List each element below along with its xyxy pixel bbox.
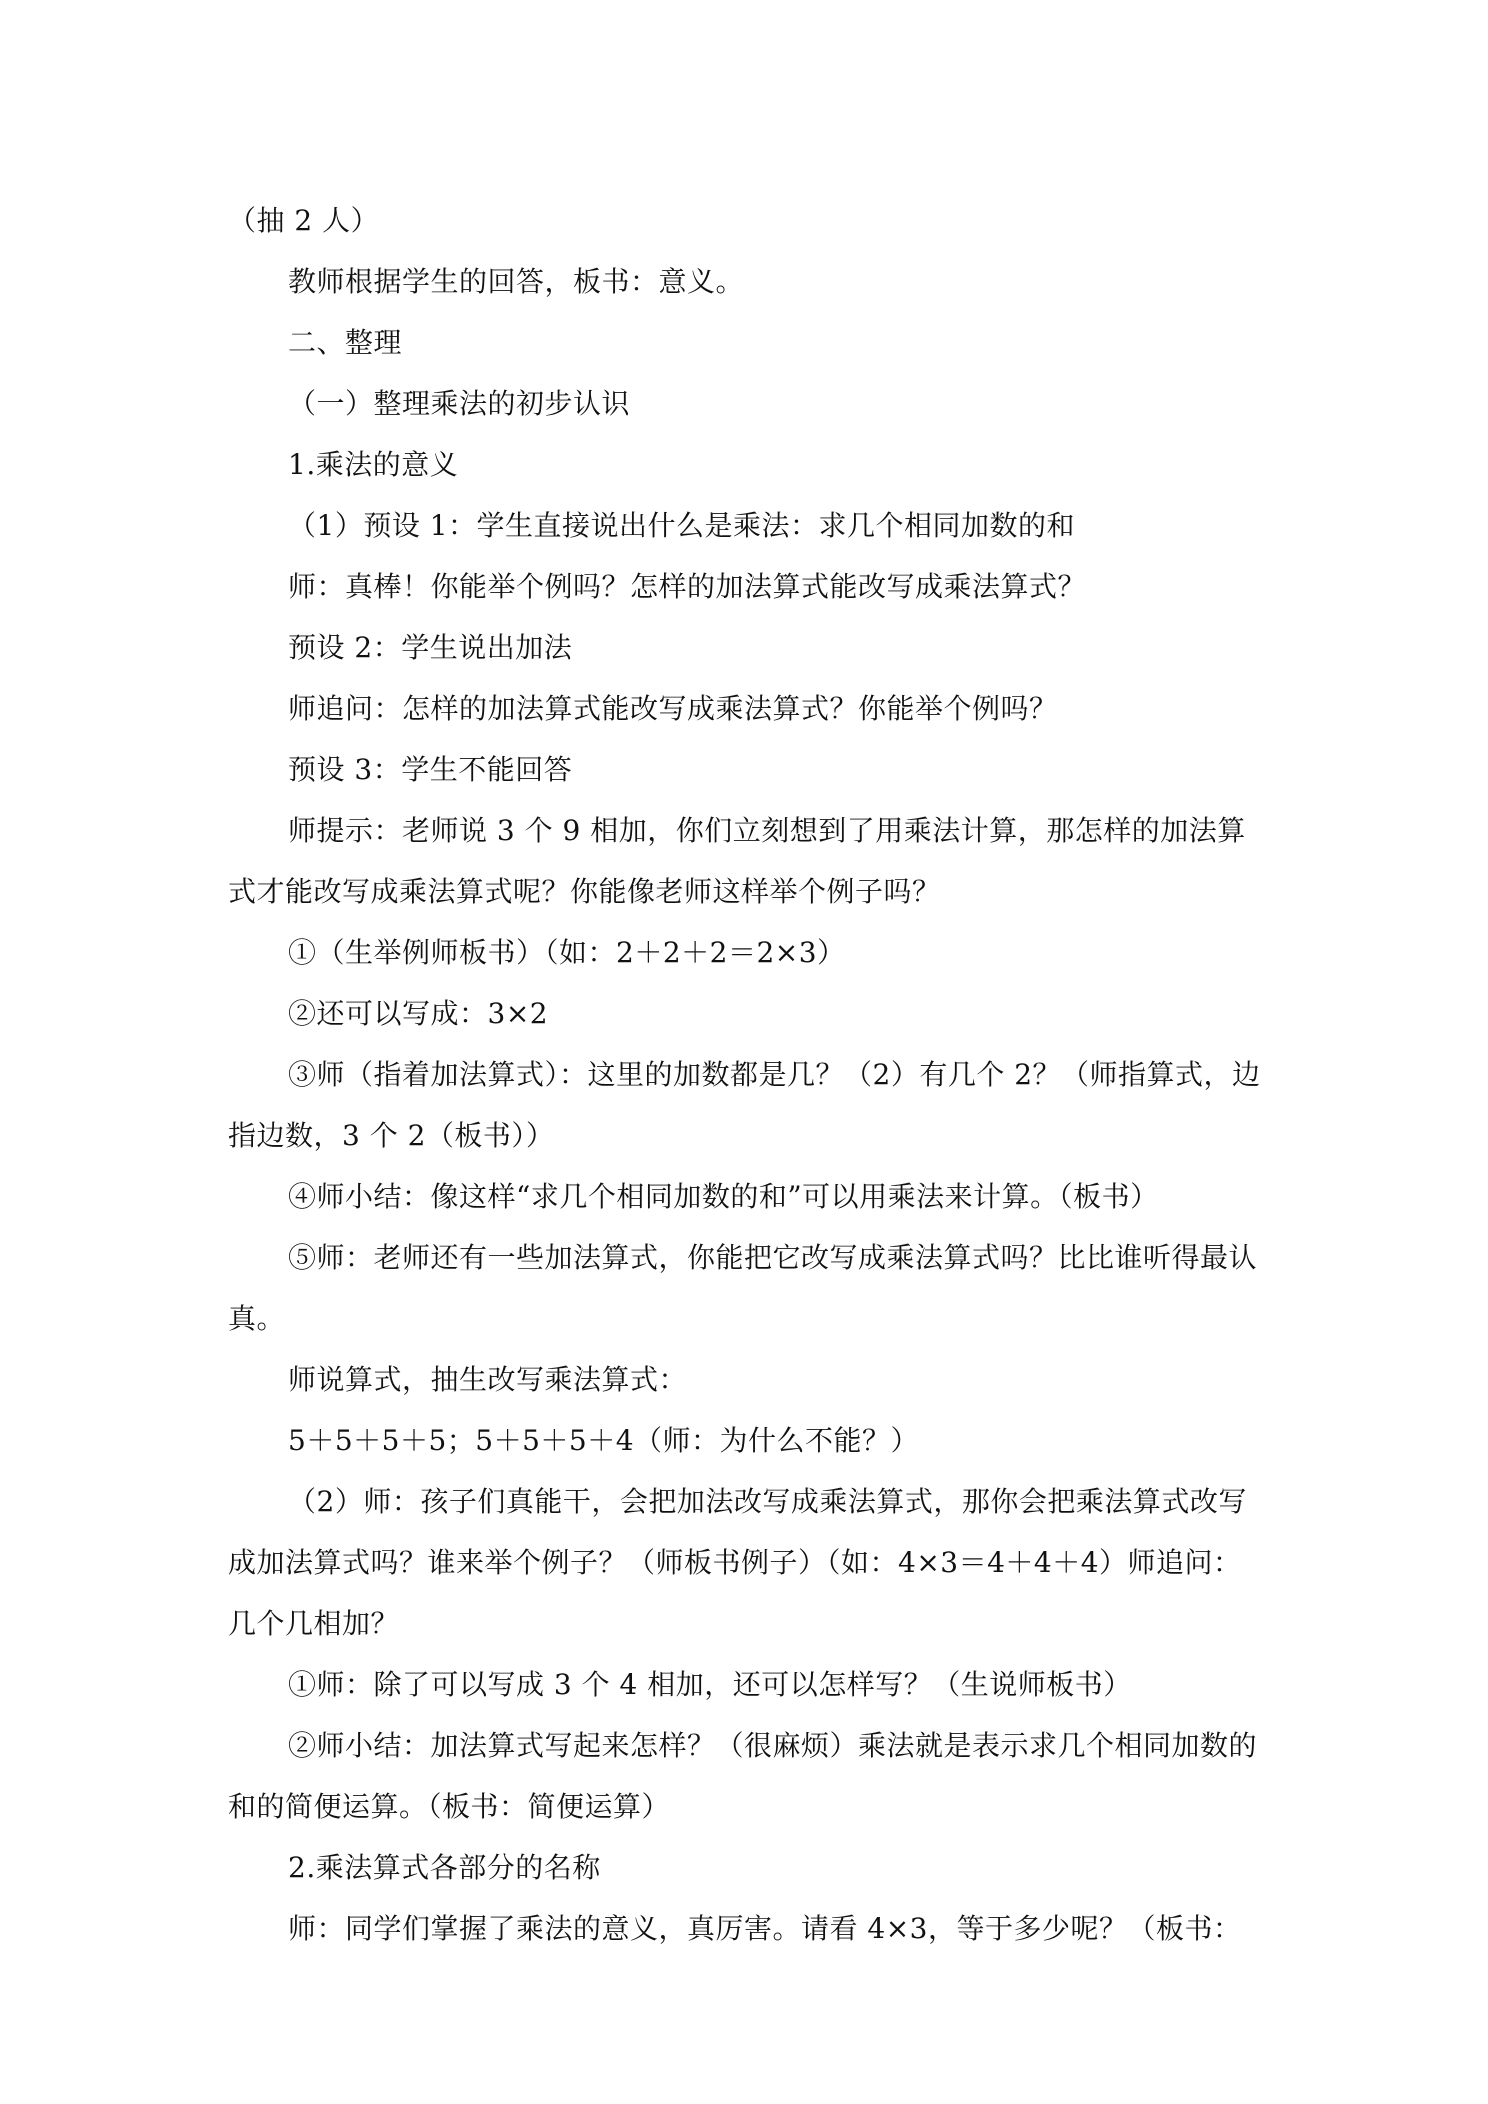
paragraph-item-5: ⑤师：老师还有一些加法算式，你能把它改写成乘法算式吗？比比谁听得最认真。 bbox=[228, 1241, 1258, 1335]
paragraph-part-2-item-2: ②师小结：加法算式写起来怎样？（很麻烦）乘法就是表示求几个相同加数的和的简便运算。（板书：简便运算） bbox=[228, 1729, 1258, 1823]
paragraph-draw-two: （抽 2 人） bbox=[228, 204, 380, 237]
section-heading-organize: 二、整理 bbox=[288, 326, 403, 359]
paragraph-teacher-says-expression: 师说算式，抽生改写乘法算式： bbox=[288, 1363, 688, 1396]
paragraph-item-3: ③师（指着加法算式）：这里的加数都是几？（2）有几个 2？（师指算式，边指边数，3 个 2（板书）） bbox=[228, 1058, 1261, 1152]
heading-parts-of-multiplication: 2.乘法算式各部分的名称 bbox=[288, 1851, 601, 1884]
paragraph-teacher-asks-product: 师：同学们掌握了乘法的意义，真厉害。请看 4×3，等于多少呢？（板书： bbox=[288, 1912, 1242, 1945]
paragraph-teacher-follow-up: 师追问：怎样的加法算式能改写成乘法算式？你能举个例吗？ bbox=[288, 692, 1058, 725]
paragraph-part-2-item-1: ①师：除了可以写成 3 个 4 相加，还可以怎样写？（生说师板书） bbox=[288, 1668, 1132, 1701]
paragraph-teacher-board-meaning: 教师根据学生的回答，板书：意义。 bbox=[288, 265, 745, 298]
paragraph-preset-3: 预设 3：学生不能回答 bbox=[288, 753, 573, 786]
paragraph-item-2: ②还可以写成：3×2 bbox=[288, 997, 549, 1030]
document-body bbox=[228, 190, 1268, 1959]
paragraph-preset-1: （1）预设 1：学生直接说出什么是乘法：求几个相同加数的和 bbox=[288, 509, 1076, 542]
paragraph-preset-2: 预设 2：学生说出加法 bbox=[288, 631, 573, 664]
heading-meaning-of-multiplication: 1.乘法的意义 bbox=[288, 448, 459, 481]
subsection-heading-multiplication-intro: （一）整理乘法的初步认识 bbox=[288, 387, 631, 420]
paragraph-teacher-praise: 师：真棒！你能举个例吗？怎样的加法算式能改写成乘法算式？ bbox=[288, 570, 1087, 603]
paragraph-teacher-hint: 师提示：老师说 3 个 9 相加，你们立刻想到了用乘法计算，那怎样的加法算式才能改写成乘法算式呢？你能像老师这样举个例子吗？ bbox=[228, 814, 1246, 908]
paragraph-expressions: 5＋5＋5＋5；5＋5＋5＋4（师：为什么不能？） bbox=[288, 1424, 920, 1457]
paragraph-item-4: ④师小结：像这样“求几个相同加数的和”可以用乘法来计算。（板书） bbox=[288, 1180, 1159, 1213]
paragraph-item-1: ①（生举例师板书）（如：2＋2＋2＝2×3） bbox=[288, 936, 846, 969]
paragraph-part-2: （2）师：孩子们真能干，会把加法改写成乘法算式，那你会把乘法算式改写成加法算式吗？谁来举个例子？（师板书例子）（如：4×3＝4＋4＋4）师追问：几个几相加？ bbox=[228, 1485, 1247, 1640]
